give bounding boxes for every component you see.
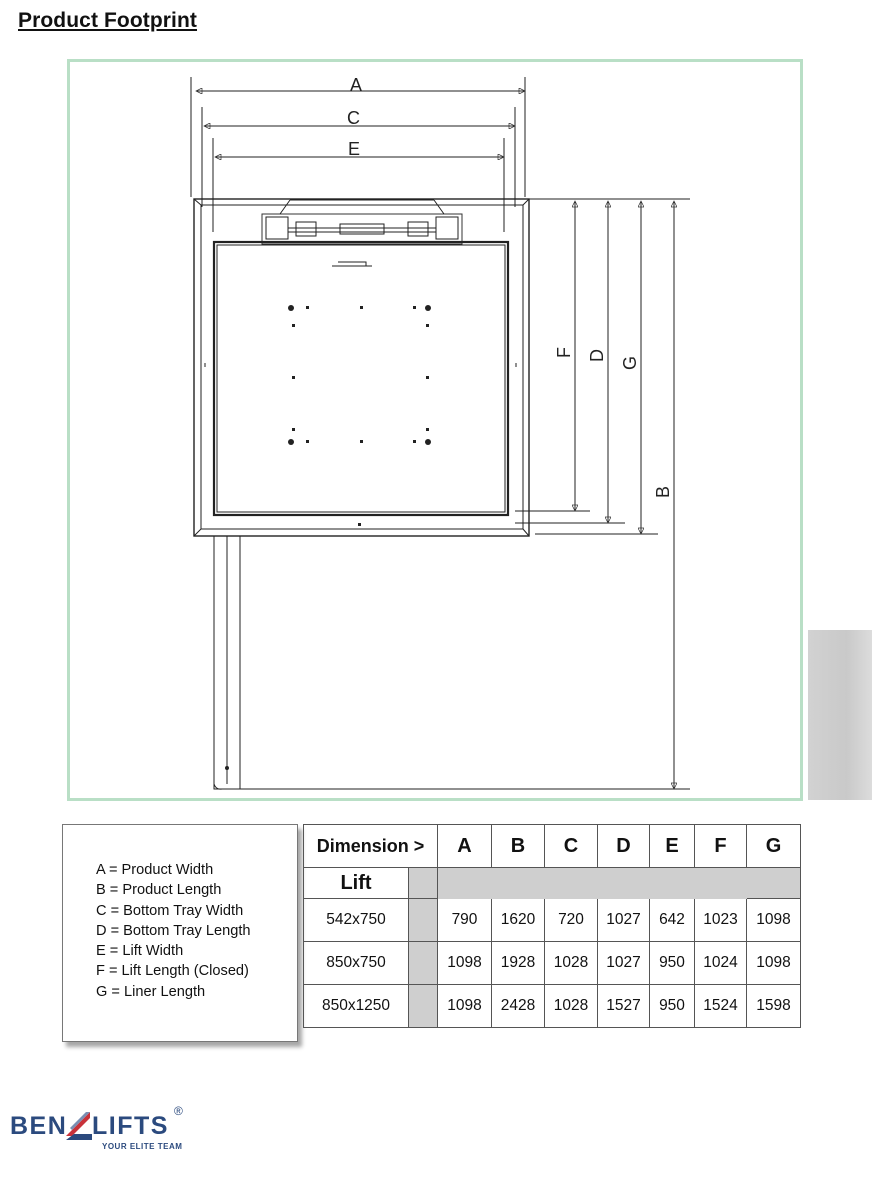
bolt-marker <box>292 376 295 379</box>
lift-platform-inner <box>217 245 505 512</box>
lift-platform <box>214 242 508 515</box>
column-header-b: B <box>492 825 545 868</box>
bracket-line <box>434 200 444 214</box>
shaded-cell <box>409 868 438 899</box>
lift-size-cell: 542x750 <box>304 899 409 942</box>
benelifts-logo <box>10 1106 200 1156</box>
legend-item: E = Lift Width <box>96 943 184 960</box>
bolt-marker <box>425 439 431 445</box>
shaded-cell <box>598 868 650 899</box>
dimension-legend <box>62 824 298 1042</box>
bolt-marker <box>413 440 416 443</box>
table-cell: 1098 <box>747 942 801 985</box>
table-cell: 1620 <box>492 899 545 942</box>
bolt-marker <box>292 324 295 327</box>
bolt-marker <box>288 305 294 311</box>
legend-item: F = Lift Length (Closed) <box>96 963 249 980</box>
table-cell: 1598 <box>747 985 801 1028</box>
gear-block <box>296 222 316 236</box>
bottom-tray-outline <box>201 205 523 529</box>
platform-logo-mark <box>332 262 372 266</box>
legend-item: A = Product Width <box>96 862 214 878</box>
column-header-e: E <box>650 825 695 868</box>
legend-list <box>96 860 251 1002</box>
table-cell: 1024 <box>695 942 747 985</box>
motor-block-left <box>266 217 288 239</box>
registered-mark: ® <box>174 1104 183 1118</box>
legend-item: B = Product Length <box>96 882 222 899</box>
column-header-d: D <box>598 825 650 868</box>
legend-item: C = Bottom Tray Width <box>96 902 244 919</box>
table-cell: 1028 <box>545 985 598 1028</box>
table-row <box>304 899 801 942</box>
dimension-header-label: Dimension > <box>304 825 438 868</box>
bolt-marker <box>288 439 294 445</box>
shaded-cell <box>438 868 492 899</box>
shaded-cell <box>695 868 747 899</box>
bolt-marker <box>360 306 363 309</box>
shaded-cell <box>747 868 801 899</box>
table-cell: 950 <box>650 942 695 985</box>
table-cell: 790 <box>438 899 492 942</box>
shaded-cell <box>650 868 695 899</box>
shaded-cell <box>409 942 438 985</box>
logo-text-right: LIFTS <box>92 1112 169 1140</box>
table-cell: 2428 <box>492 985 545 1028</box>
bolt-marker <box>358 523 361 526</box>
corner-line <box>194 529 201 536</box>
shaded-cell <box>492 868 545 899</box>
table-cell: 720 <box>545 899 598 942</box>
table-cell: 1028 <box>545 942 598 985</box>
label-c: C <box>347 108 360 128</box>
footprint-drawing-svg <box>70 62 806 804</box>
label-d: D <box>587 349 607 362</box>
column-header-g: G <box>747 825 801 868</box>
bolt-marker <box>426 324 429 327</box>
column-header-c: C <box>545 825 598 868</box>
label-a: A <box>350 75 363 95</box>
technical-drawing <box>67 59 803 801</box>
column-header-f: F <box>695 825 747 868</box>
label-b: B <box>653 485 673 498</box>
bolt-marker <box>306 440 309 443</box>
lift-size-cell: 850x1250 <box>304 985 409 1028</box>
dimension-table <box>303 824 801 1028</box>
logo-text-left: BEN <box>10 1112 68 1140</box>
post-bolt <box>225 766 229 770</box>
logo-mark-icon <box>64 1108 94 1144</box>
corner-line <box>523 199 529 205</box>
shaded-cell <box>409 985 438 1028</box>
bolt-marker <box>425 305 431 311</box>
lift-header-row <box>304 868 801 899</box>
label-f: F <box>554 347 574 358</box>
page-title: Product Footprint <box>18 9 198 32</box>
bracket-line <box>280 200 290 214</box>
legend-item: G = Liner Length <box>96 983 206 1000</box>
table-cell: 1098 <box>438 985 492 1028</box>
lift-mechanism <box>262 214 462 244</box>
bolt-marker <box>426 376 429 379</box>
bolt-marker <box>413 306 416 309</box>
legend-item: D = Bottom Tray Length <box>96 922 251 939</box>
motor-block-right <box>436 217 458 239</box>
table-cell: 1027 <box>598 899 650 942</box>
corner-line <box>194 199 201 205</box>
table-cell: 1027 <box>598 942 650 985</box>
lift-size-cell: 850x750 <box>304 942 409 985</box>
table-cell: 1023 <box>695 899 747 942</box>
table-cell: 642 <box>650 899 695 942</box>
table-cell: 1098 <box>438 942 492 985</box>
liner-outline <box>194 199 529 536</box>
gear-block <box>408 222 428 236</box>
shaded-cell <box>545 868 598 899</box>
table-cell: 1928 <box>492 942 545 985</box>
lift-row-header: Lift <box>304 868 409 899</box>
table-cell: 1524 <box>695 985 747 1028</box>
table-header-row <box>304 825 801 868</box>
drawing-shadow <box>808 630 872 800</box>
bolt-marker <box>306 306 309 309</box>
label-g: G <box>620 355 640 370</box>
table-cell: 950 <box>650 985 695 1028</box>
table-cell: 1527 <box>598 985 650 1028</box>
bolt-marker <box>360 440 363 443</box>
corner-line <box>523 529 529 536</box>
column-header-a: A <box>438 825 492 868</box>
table-cell: 1098 <box>747 899 801 942</box>
bolt-marker <box>292 428 295 431</box>
table-row <box>304 942 801 985</box>
bolt-marker <box>426 428 429 431</box>
shaded-cell <box>409 899 438 942</box>
label-e: E <box>348 139 361 159</box>
table-row <box>304 985 801 1028</box>
logo-tagline: YOUR ELITE TEAM <box>102 1142 183 1151</box>
